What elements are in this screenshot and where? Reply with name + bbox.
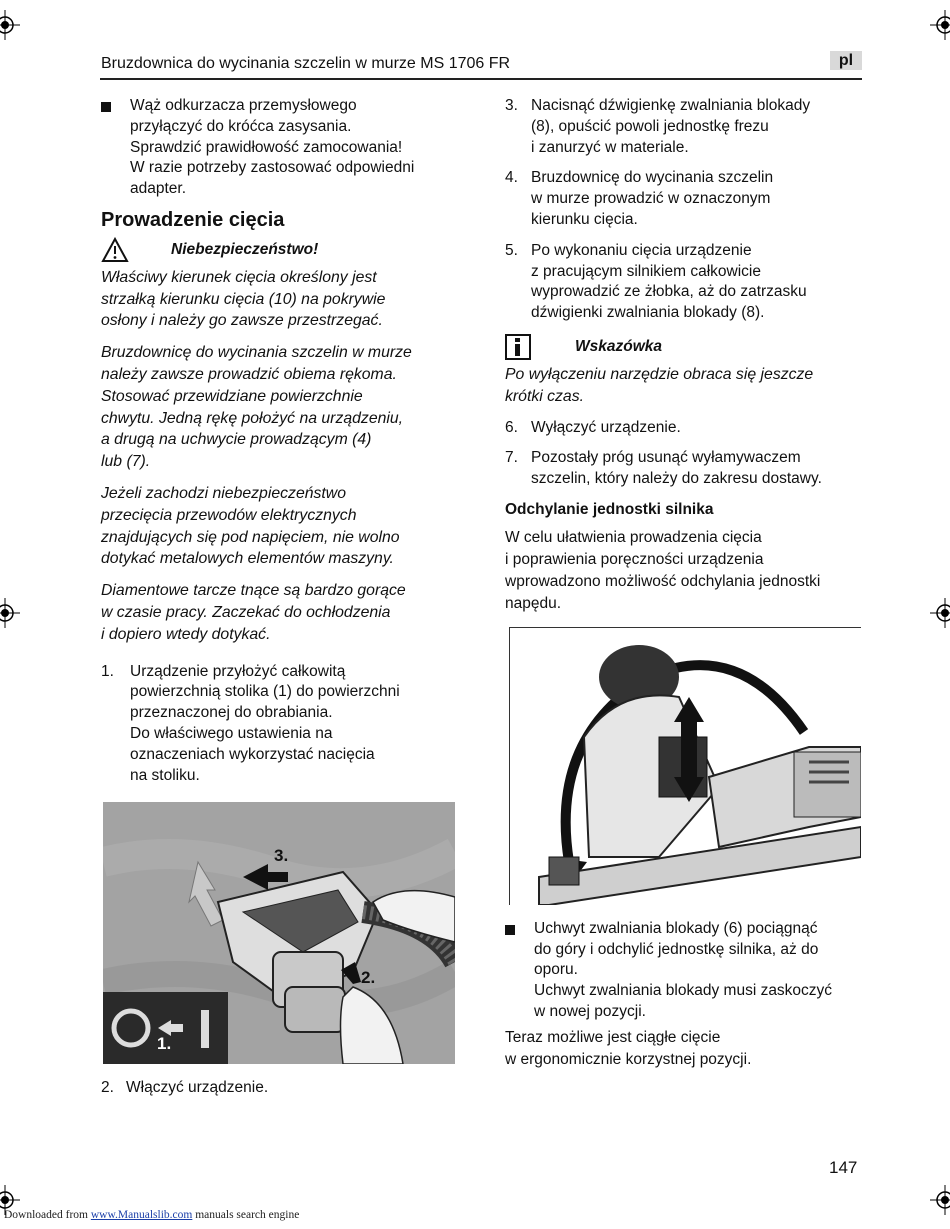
right-column xyxy=(505,96,862,1081)
text-line: w murze prowadzić w oznaczonym xyxy=(531,190,771,208)
text-line: Właściwy kierunek cięcia określony jest xyxy=(101,268,377,286)
registration-mark-icon xyxy=(930,10,950,40)
bullet-line: Uchwyt zwalniania blokady (6) pociągnąć xyxy=(534,919,818,937)
step-2 xyxy=(101,1078,461,1099)
text-line: i dopiero wtedy dotykać. xyxy=(101,625,271,643)
text-line: Nacisnąć dźwigienkę zwalniania blokady xyxy=(531,97,811,114)
figure-label: 1. xyxy=(157,1034,172,1054)
text-line: a drugą na uchwycie prowadzącym (4) xyxy=(101,431,372,449)
motor-unit-illustration xyxy=(509,627,861,905)
step-number: 2. xyxy=(101,1079,114,1097)
text-line: Pozostały próg usunąć wyłamywaczem xyxy=(531,449,801,467)
text-line: strzałką kierunku cięcia (10) na pokrywie xyxy=(101,290,386,308)
illustration-motor-tilt xyxy=(509,627,861,905)
text-line: na stoliku. xyxy=(130,766,200,784)
info-icon xyxy=(505,334,533,360)
page-header-title: Bruzdownica do wycinania szczelin w murze MS 1706 FR xyxy=(101,55,511,72)
text-line: w ergonomicznie korzystnej pozycji. xyxy=(505,1050,752,1068)
text-line: Bruzdownicę do wycinania szczelin w murze xyxy=(101,344,412,362)
text-line: szczelin, który należy do zakresu dostawy. xyxy=(531,470,822,488)
text-line: Bruzdownicę do wycinania szczelin xyxy=(531,169,774,187)
text-line: osłony i należy go zawsze przestrzegać. xyxy=(101,312,383,330)
bullet-line: Uchwyt zwalniania blokady musi zaskoczyć xyxy=(534,982,833,1000)
bullet-line: adapter. xyxy=(130,180,187,198)
text-line: powierzchnią stolika (1) do powierzchni xyxy=(130,683,400,701)
note-title: Wskazówka xyxy=(575,337,663,355)
footer-link[interactable]: www.Manualslib.com xyxy=(90,1209,193,1221)
bullet-line: do góry i odchylić jednostkę silnika, aż do xyxy=(534,940,819,958)
danger-title: Niebezpieczeństwo! xyxy=(171,240,319,258)
intro-paragraph xyxy=(505,527,862,615)
footer-suffix: manuals search engine xyxy=(192,1209,300,1221)
illustration-placing-tool xyxy=(103,802,455,1064)
text-line: Po wykonaniu cięcia urządzenie xyxy=(531,241,752,259)
warning-paragraph xyxy=(101,342,461,473)
download-footer xyxy=(4,1209,299,1221)
note-paragraph xyxy=(505,364,862,408)
text-line: Wyłączyć urządzenie. xyxy=(531,418,681,436)
bullet-line: Wąż odkurzacza przemysłowego xyxy=(130,97,357,114)
text-line: w czasie pracy. Zaczekać do ochłodzenia xyxy=(101,603,391,621)
bullet-line: oporu. xyxy=(534,961,578,979)
page-number: 147 xyxy=(829,1158,858,1177)
text-line: chwytu. Jedną rękę położyć na urządzeniu, xyxy=(101,409,404,427)
figure-label: 3. xyxy=(274,846,289,866)
step-4 xyxy=(505,168,862,230)
step-7 xyxy=(505,448,862,490)
text-line: Diamentowe tarcze tnące są bardzo gorące xyxy=(101,582,406,600)
registration-mark-icon xyxy=(930,598,950,628)
text-line: wprowadzono możliwość odchylania jednostki xyxy=(505,572,821,590)
text-line: znajdujących się pod napięciem, nie wolno xyxy=(101,528,400,546)
text-line: dźwigienki zwalniania blokady (8). xyxy=(531,304,765,322)
registration-mark-icon xyxy=(0,598,20,628)
subsection-heading: Odchylanie jednostki silnika xyxy=(505,500,714,518)
figure-label: 2. xyxy=(361,968,376,988)
text-line: Do właściwego ustawienia na xyxy=(130,724,333,742)
step-number: 1. xyxy=(101,662,114,680)
text-line: i poprawienia poręczności urządzenia xyxy=(505,550,764,568)
section-heading: Prowadzenie cięcia xyxy=(101,208,285,231)
bullet-line: w nowej pozycji. xyxy=(534,1002,646,1020)
registration-mark-icon xyxy=(0,10,20,40)
step-number: 7. xyxy=(505,449,518,467)
text-line: (8), opuścić powoli jednostkę frezu xyxy=(531,117,769,135)
footer-prefix: Downloaded from xyxy=(4,1209,91,1221)
step-number: 5. xyxy=(505,241,518,259)
text-line: należy zawsze prowadzić obiema rękoma. xyxy=(101,365,397,383)
step-1 xyxy=(101,662,461,787)
bullet-line: W razie potrzeby zastosować odpowiedni xyxy=(130,159,415,177)
bullet-line: przyłączyć do króćca zasysania. xyxy=(130,117,352,135)
left-column xyxy=(101,96,461,1109)
text-line: napędu. xyxy=(505,594,562,612)
text-line: Jeżeli zachodzi niebezpieczeństwo xyxy=(101,484,346,502)
text-line: Po wyłączeniu narzędzie obraca się jeszcze xyxy=(505,365,814,383)
step-5 xyxy=(505,241,862,324)
text-line: z pracującym silnikiem całkowicie xyxy=(531,262,761,280)
note-callout xyxy=(505,334,862,360)
step-number: 4. xyxy=(505,169,518,187)
bullet-vacuum-hose xyxy=(101,96,461,200)
text-line: oznaczeniach wykorzystać nacięcia xyxy=(130,745,375,763)
text-line: przeznaczonej do obrabiania. xyxy=(130,704,333,722)
registration-mark-icon xyxy=(930,1185,950,1215)
warning-triangle-icon xyxy=(101,237,129,263)
text-line: lub (7). xyxy=(101,453,151,471)
bullet-square-icon xyxy=(101,102,111,112)
closing-paragraph xyxy=(505,1027,862,1071)
text-line: krótki czas. xyxy=(505,387,584,405)
text-line: wyprowadzić ze żłobka, aż do zatrzasku xyxy=(531,283,807,301)
text-line: Stosować przewidziane powierzchnie xyxy=(101,387,363,405)
text-line: dotykać metalowych elementów maszyny. xyxy=(101,550,394,568)
danger-callout xyxy=(101,237,461,263)
bullet-release-handle xyxy=(505,919,862,1023)
text-line: W celu ułatwienia prowadzenia cięcia xyxy=(505,528,762,546)
bullet-square-icon xyxy=(505,925,515,935)
text-line: Teraz możliwe jest ciągłe cięcie xyxy=(505,1028,721,1046)
text-line: Urządzenie przyłożyć całkowitą xyxy=(130,662,346,680)
step-3 xyxy=(505,96,862,158)
text-line: Włączyć urządzenie. xyxy=(126,1079,269,1097)
warning-paragraph xyxy=(101,483,461,570)
header-divider xyxy=(100,78,862,80)
warning-paragraph xyxy=(101,267,461,332)
bullet-line: Sprawdzić prawidłowość zamocowania! xyxy=(130,138,403,156)
step-number: 6. xyxy=(505,418,518,436)
step-6 xyxy=(505,418,862,439)
warning-paragraph xyxy=(101,580,461,645)
text-line: kierunku cięcia. xyxy=(531,210,638,228)
wall-chaser-illustration xyxy=(103,802,455,1064)
language-badge: pl xyxy=(830,51,862,70)
step-number: 3. xyxy=(505,97,518,114)
text-line: przecięcia przewodów elektrycznych xyxy=(101,506,357,524)
text-line: i zanurzyć w materiale. xyxy=(531,138,689,156)
